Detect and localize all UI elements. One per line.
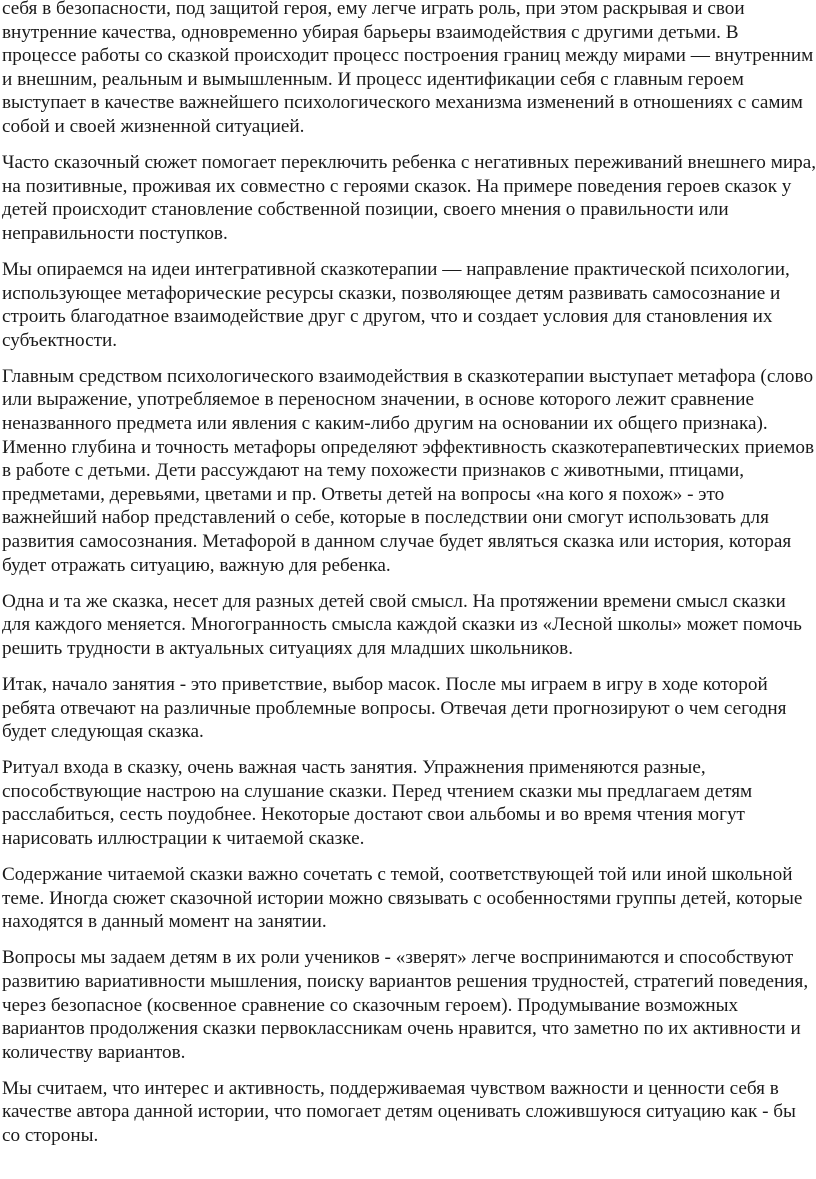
paragraph-8: Содержание читаемой сказки важно сочетать с темой, соответствующей той или иной школьной теме. Иногда сюжет сказочной истории можно связывать с особенностями группы детей, которые находятся в данный момент на занятии. — [2, 864, 803, 933]
paragraph-1: себя в безопасности, под защитой героя, ему легче играть роль, при этом раскрывая и свои внутренние качества, одновременно убирая барьеры взаимодействия с другими детьми. В процессе работы со сказкой происходит процесс построения границ между мирами — внутренним и внешним, реальным и вымышленным. И процесс идентификации себя с главным героем выступает в качестве важнейшего психологического механизма изменений в отношениях с самим собой и своей жизненной ситуацией. — [2, 0, 814, 137]
paragraph-2: Часто сказочный сюжет помогает переключить ребенка с негативных переживаний внешнего мира, на позитивные, проживая их совместно с героями сказок. На примере поведения героев сказок у детей происходит становление собственной позиции, своего мнения о правильности или неправильности поступков. — [2, 152, 816, 244]
paragraph-7: Ритуал входа в сказку, очень важная часть занятия. Упражнения применяются разные, способствующие настрою на слушание сказки. Перед чтением сказки мы предлагаем детям расслабиться, сесть поудобнее. Некоторые достают свои альбомы и во время чтения могут нарисовать иллюстрации к читаемой сказке. — [2, 757, 753, 849]
paragraph-5: Одна и та же сказка, несет для разных детей свой смысл. На протяжении времени смысл сказки для каждого меняется. Многогранность смысла каждой сказки из «Лесной школы» может помочь решить трудности в актуальных ситуациях для младших школьников. — [2, 590, 802, 659]
paragraph-10: Мы считаем, что интерес и активность, поддерживаемая чувством важности и ценности себя в качестве автора данной истории, что помогает детям оценивать сложившуюся ситуацию как - бы со стороны. — [2, 1077, 796, 1147]
paragraph-4: Главным средством психологического взаимодействия в сказкотерапии выступает метафора (слово или выражение, употребляемое в переносном значении, в основе которого лежит сравнение неназванного предмета или явления с каким-либо другим на основании их общего признака). Именно глубина и точность метафоры определяют эффективность сказкотерапевтических приемов в работе с детьми. Дети рассуждают на тему похожести признаков с животными, птицами, предметами, деревьями, цветами и пр. Ответы детей на вопросы «на кого я похож» - это важнейший набор представлений о себе, которые в последствии они смогут использовать для развития самосознания. Метафорой в данном случае будет являться сказка или история, которая будет отражать ситуацию, важную для ребенка. — [2, 365, 815, 576]
paragraph-6: Итак, начало занятия - это приветствие, выбор масок. После мы играем в игру в ходе которой ребята отвечают на различные проблемные вопросы. Отвечая дети прогнозируют о чем сегодня будет следующая сказка. — [2, 673, 787, 743]
paragraph-9: Вопросы мы задаем детям в их роли учеников - «зверят» легче воспринимаются и способствуют развитию вариативности мышления, поиску вариантов решения трудностей, стратегий поведения, через безопасное (косвенное сравнение со сказочным героем). Продумывание возможных вариантов продолжения сказки первоклассникам очень нравится, что заметно по их активности и количеству вариантов. — [2, 947, 809, 1063]
paragraph-3: Мы опираемся на идеи интегративной сказкотерапии — направление практической психологии, использующее метафорические ресурсы сказки, позволяющее детям развивать самосознание и строить благодатное взаимодействие друг с другом, что и создает условия для становления их субъектности. — [2, 258, 790, 351]
